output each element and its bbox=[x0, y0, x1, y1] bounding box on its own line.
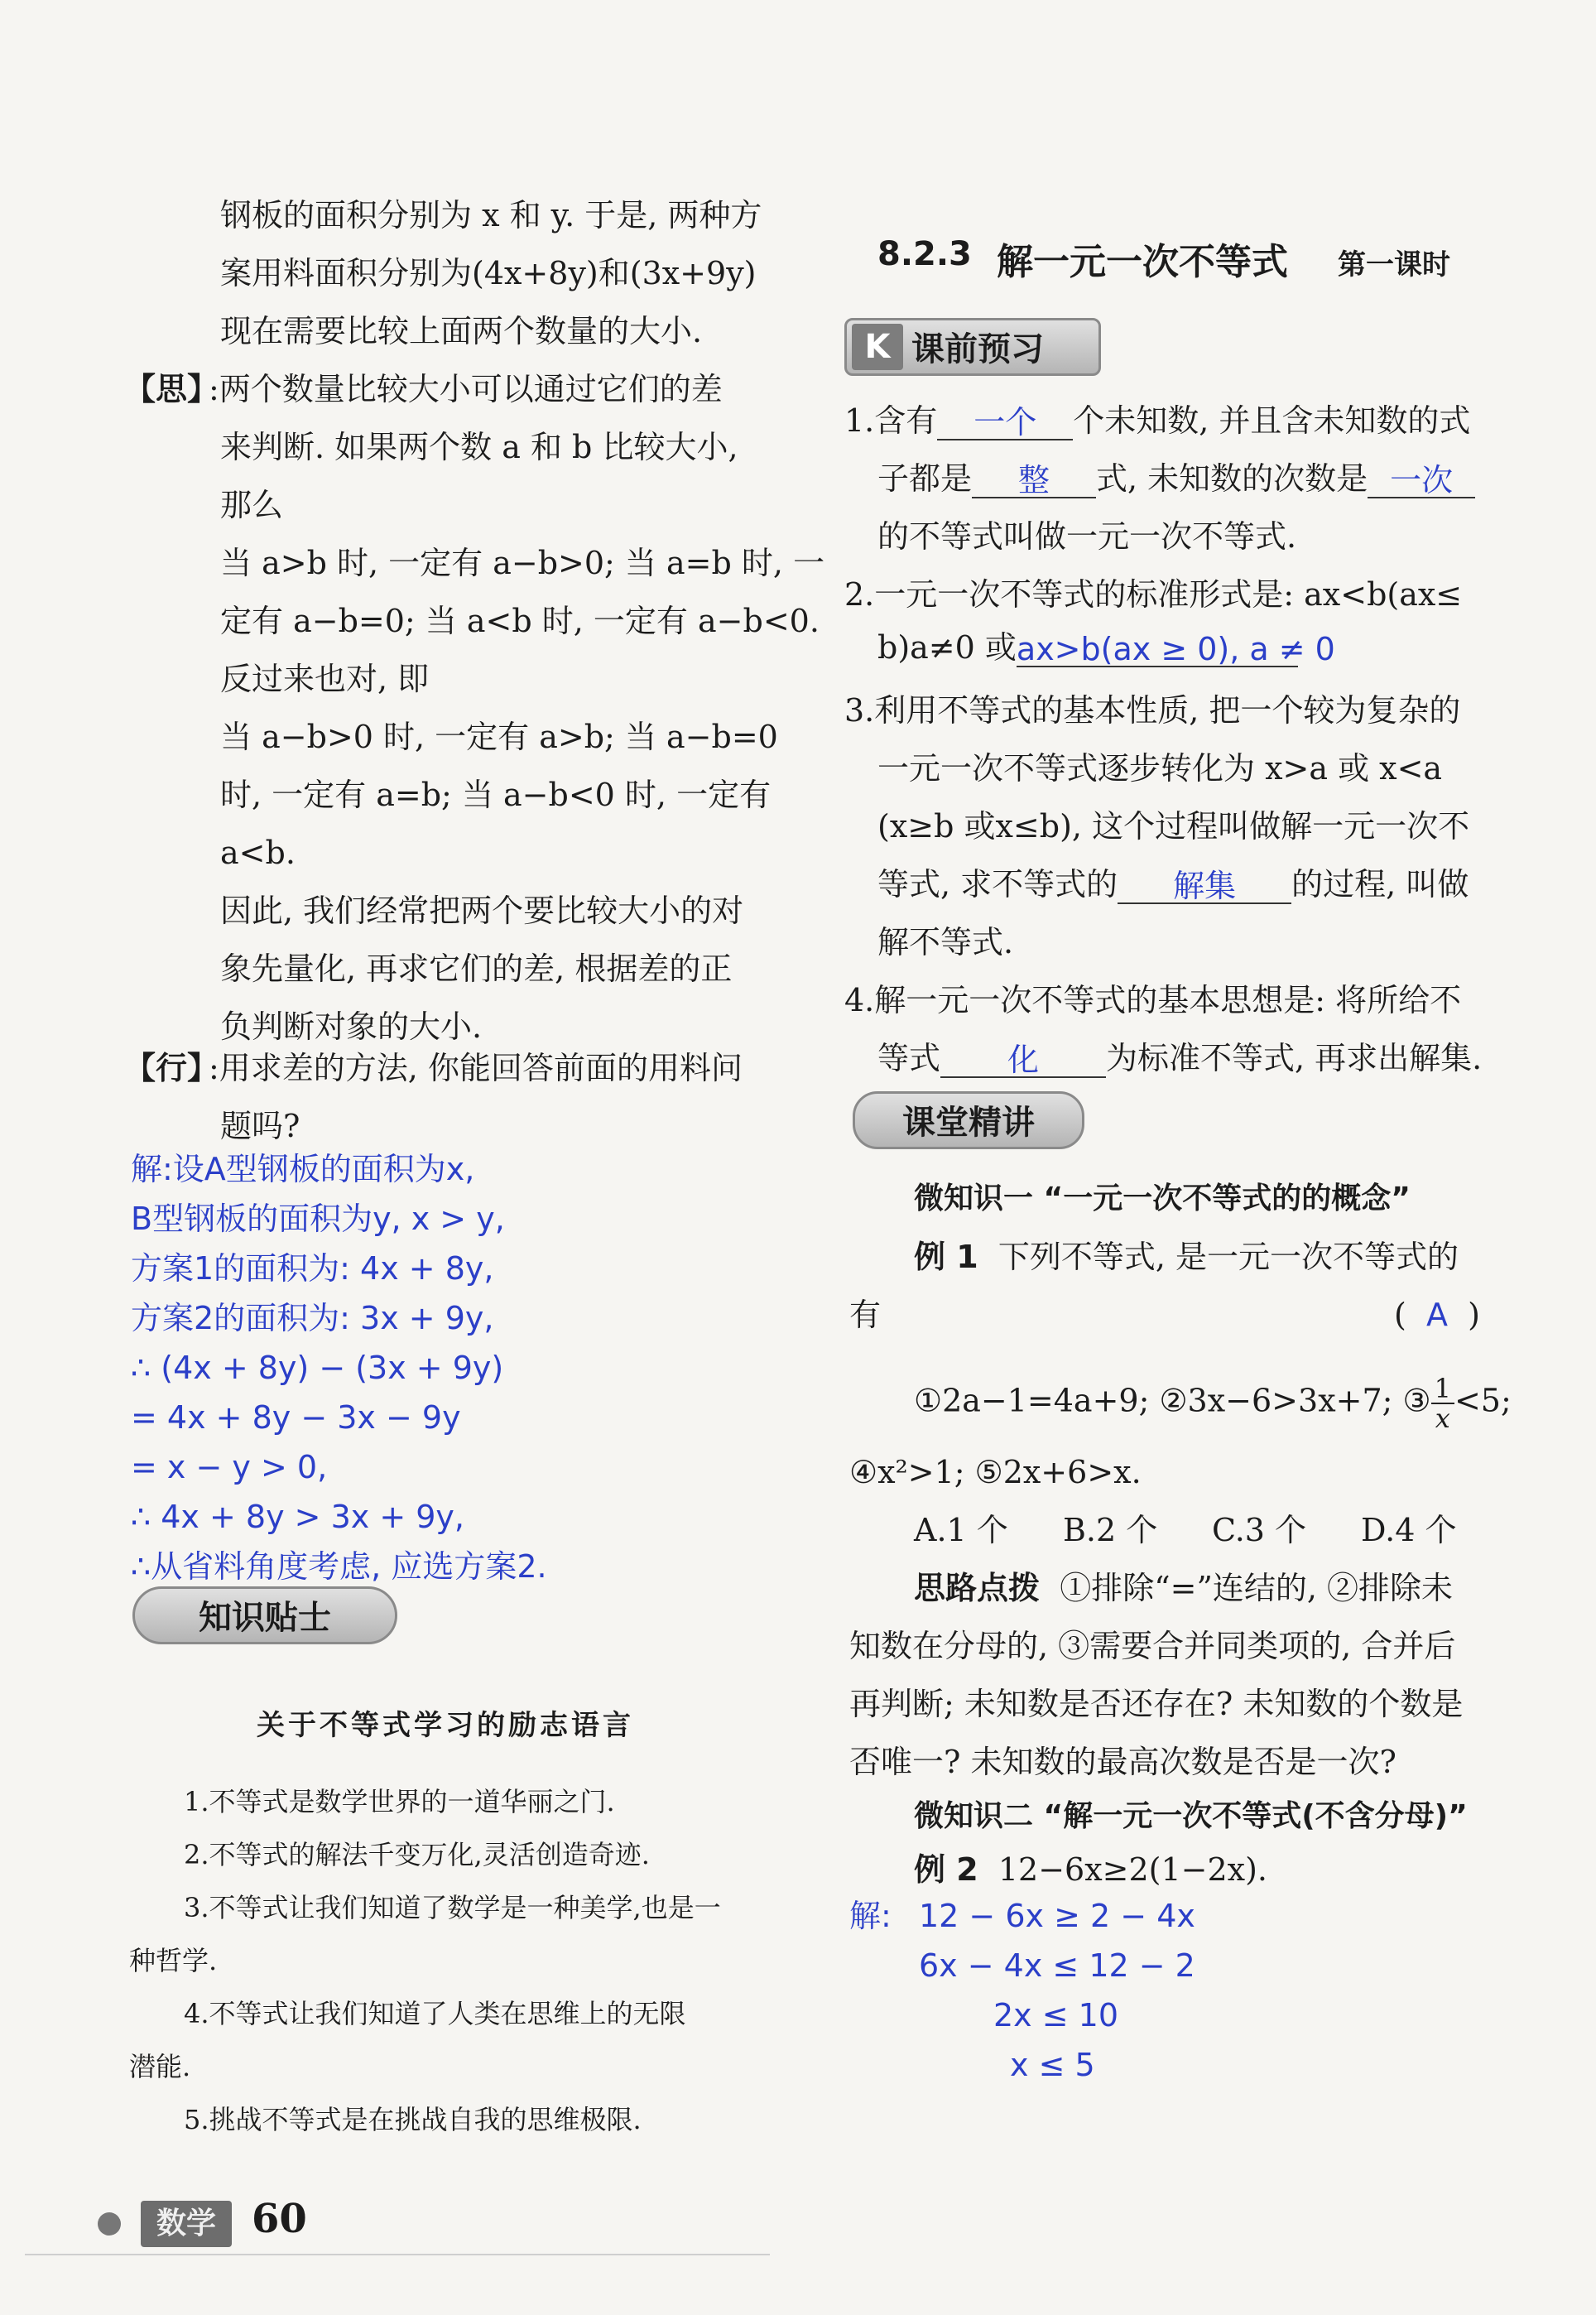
example-1-options-line-2: ④x²>1; ⑤2x+6>x. bbox=[849, 1454, 1142, 1490]
example-1-options-line-1 bbox=[914, 1374, 1512, 1432]
think-line-12: 负判断对象的大小. bbox=[220, 1008, 483, 1045]
solution-2-line-2: 6x − 4x ≤ 12 − 2 bbox=[919, 1947, 1195, 1984]
think-line-9: a<b. bbox=[220, 835, 296, 871]
q3-line-5: 解不等式. bbox=[877, 924, 1014, 960]
solution-2-line-1: 12 − 6x ≥ 2 − 4x bbox=[919, 1898, 1195, 1934]
q4-answer: 化 bbox=[1007, 1042, 1040, 1078]
q4-text-b: 等式 bbox=[877, 1040, 941, 1076]
think-line-4: 当 a>b 时, 一定有 a−b>0; 当 a=b 时, 一 bbox=[220, 545, 825, 581]
do-line-2: 题吗? bbox=[220, 1108, 300, 1144]
q3-line-1: 3.利用不等式的基本性质, 把一个较为复杂的 bbox=[844, 692, 1461, 729]
example-1-text: 下列不等式, 是一元一次不等式的 bbox=[997, 1239, 1459, 1275]
section-number: 8.2.3 bbox=[877, 235, 972, 273]
q3-text-b: 的过程, 叫做 bbox=[1291, 866, 1469, 902]
think-line-8: 时, 一定有 a=b; 当 a−b<0 时, 一定有 bbox=[220, 777, 772, 813]
solution-line-6: = 4x + 8y − 3x − 9y bbox=[131, 1399, 461, 1436]
tip-5: 5.挑战不等式是在挑战自我的思维极限. bbox=[184, 2104, 642, 2135]
solution-2-label: 解: bbox=[849, 1898, 892, 1934]
subject-badge: 数学 bbox=[141, 2201, 232, 2247]
q4-line-1: 4.解一元一次不等式的基本思想是: 将所给不 bbox=[844, 982, 1462, 1018]
q3-blank bbox=[1118, 866, 1291, 904]
hint-line-2: 知数在分母的, ③需要合并同类项的, 合并后 bbox=[849, 1628, 1456, 1664]
footer-divider bbox=[25, 2254, 770, 2255]
q3-line-2: 一元一次不等式逐步转化为 x>a 或 x<a bbox=[877, 750, 1443, 787]
intro-line-2: 案用料面积分别为(4x+8y)和(3x+9y) bbox=[220, 255, 757, 291]
example-1-answer-box: ( A ) bbox=[1394, 1297, 1480, 1333]
q1-text-d: 式, 未知数的次数是 bbox=[1096, 460, 1368, 497]
k-tag-icon: K bbox=[852, 324, 903, 370]
tip-1: 1.不等式是数学世界的一道华丽之门. bbox=[184, 1786, 615, 1817]
intro-line-3: 现在需要比较上面两个数量的大小. bbox=[220, 313, 703, 349]
q2-line-2 bbox=[877, 628, 1335, 667]
choice-c: C.3 个 bbox=[1212, 1512, 1307, 1548]
lecture-banner bbox=[853, 1091, 1084, 1149]
fraction-denominator: x bbox=[1435, 1403, 1450, 1434]
think-line-11: 象先量化, 再求它们的差, 根据差的正 bbox=[220, 951, 733, 987]
do-label: 【行】 bbox=[124, 1050, 219, 1086]
example-2-label: 例 2 bbox=[914, 1851, 978, 1888]
think-line-5: 定有 a−b=0; 当 a<b 时, 一定有 a−b<0. bbox=[220, 603, 820, 639]
preview-banner-label: 课前预习 bbox=[911, 330, 1044, 368]
section-subtitle: 第一课时 bbox=[1338, 248, 1450, 282]
tip-3-cont: 种哲学. bbox=[129, 1945, 218, 1976]
q1-text-a: 1.含有 bbox=[844, 402, 938, 439]
choice-d: D.4 个 bbox=[1361, 1512, 1457, 1548]
solution-line-9: ∴从省料角度考虑, 应选方案2. bbox=[131, 1548, 547, 1585]
footer-dot-icon bbox=[98, 2212, 121, 2236]
example-1-label: 例 1 bbox=[914, 1239, 978, 1275]
think-line-10: 因此, 我们经常把两个要比较大小的对 bbox=[220, 893, 744, 929]
q1-blank-3 bbox=[1368, 460, 1475, 498]
tip-3: 3.不等式让我们知道了数学是一种美学,也是一 bbox=[184, 1892, 721, 1923]
lecture-banner-label: 课堂精讲 bbox=[902, 1104, 1035, 1142]
solution-line-7: = x − y > 0, bbox=[131, 1449, 328, 1485]
q3-answer: 解集 bbox=[1173, 868, 1237, 904]
hint-line-1 bbox=[914, 1568, 1453, 1608]
q3-text-a: 等式, 求不等式的 bbox=[877, 866, 1118, 902]
solution-line-2: B型钢板的面积为y, x > y, bbox=[131, 1201, 505, 1237]
q1-answer-2: 整 bbox=[1018, 462, 1050, 498]
solution-line-5: ∴ (4x + 8y) − (3x + 9y) bbox=[131, 1350, 504, 1386]
q3-line-4 bbox=[877, 864, 1469, 904]
hint-line-4: 否唯一? 未知数的最高次数是否是一次? bbox=[849, 1744, 1396, 1780]
q2-line-1: 2.一元一次不等式的标准形式是: ax<b(ax≤ bbox=[844, 576, 1463, 613]
intro-line-1: 钢板的面积分别为 x 和 y. 于是, 两种方 bbox=[220, 197, 762, 233]
think-line-2: 来判断. 如果两个数 a 和 b 比较大小, bbox=[220, 429, 738, 465]
do-line-1: :用求差的方法, 你能回答前面的用料问 bbox=[209, 1050, 743, 1086]
think-line-3: 那么 bbox=[220, 487, 284, 523]
tips-title: 关于不等式学习的励志语言 bbox=[257, 1709, 634, 1742]
knowledge-1-title: 微知识一 “一元一次不等式的的概念” bbox=[914, 1182, 1411, 1215]
think-label: 【思】 bbox=[124, 371, 219, 407]
q1-answer-3: 一次 bbox=[1390, 462, 1454, 498]
solution-2-line-4: x ≤ 5 bbox=[1010, 2047, 1095, 2083]
example-1-items-a-tail: <5; bbox=[1454, 1382, 1512, 1419]
example-1-answer: A bbox=[1425, 1297, 1448, 1333]
example-1-line-1 bbox=[914, 1237, 1459, 1277]
q2-text-b: b)a≠0 或 bbox=[877, 629, 1017, 666]
solution-line-3: 方案1的面积为: 4x + 8y, bbox=[131, 1250, 494, 1287]
q4-blank bbox=[940, 1040, 1106, 1078]
hint-line-3: 再判断; 未知数是否还存在? 未知数的个数是 bbox=[849, 1686, 1464, 1722]
knowledge-2-title: 微知识二 “解一元一次不等式(不含分母)” bbox=[914, 1799, 1468, 1833]
solution-2-line-3: 2x ≤ 10 bbox=[993, 1997, 1119, 2033]
think-line-7: 当 a−b>0 时, 一定有 a>b; 当 a−b=0 bbox=[220, 719, 778, 755]
q1-line-3: 的不等式叫做一元一次不等式. bbox=[877, 518, 1297, 555]
q4-line-2 bbox=[877, 1038, 1482, 1078]
solution-line-4: 方案2的面积为: 3x + 9y, bbox=[131, 1300, 494, 1336]
tips-banner bbox=[132, 1586, 397, 1644]
example-1-line-2: 有 bbox=[849, 1297, 882, 1333]
example-2-text: 12−6x≥2(1−2x). bbox=[997, 1851, 1268, 1888]
hint-text-1: ①排除“=”连结的, ②排除未 bbox=[1060, 1570, 1454, 1606]
page-number: 60 bbox=[252, 2196, 307, 2242]
solution-line-8: ∴ 4x + 8y > 3x + 9y, bbox=[131, 1499, 464, 1535]
tip-4-cont: 潜能. bbox=[129, 2051, 191, 2082]
think-line-6: 反过来也对, 即 bbox=[220, 661, 430, 697]
q1-text-b: 个未知数, 并且含未知数的式 bbox=[1073, 402, 1471, 439]
choice-a: A.1 个 bbox=[914, 1512, 1008, 1548]
section-title: 解一元一次不等式 bbox=[997, 241, 1288, 283]
hint-label: 思路点拨 bbox=[914, 1570, 1041, 1606]
q4-text-c: 为标准不等式, 再求出解集. bbox=[1106, 1040, 1483, 1076]
preview-banner bbox=[844, 318, 1101, 376]
q1-blank-1 bbox=[937, 402, 1073, 440]
q2-answer: ax>b(ax ≥ 0), a ≠ 0 bbox=[1016, 631, 1335, 667]
q1-text-c: 子都是 bbox=[877, 460, 973, 497]
q1-line-2 bbox=[877, 459, 1475, 498]
solution-line-1: 解:设A型钢板的面积为x, bbox=[131, 1151, 475, 1187]
q3-line-3: (x≥b 或x≤b), 这个过程叫做解一元一次不 bbox=[877, 808, 1470, 845]
q2-blank bbox=[1016, 629, 1335, 667]
think-line-1: :两个数量比较大小可以通过它们的差 bbox=[209, 371, 723, 407]
tip-4: 4.不等式让我们知道了人类在思维上的无限 bbox=[184, 1998, 686, 2029]
tip-2: 2.不等式的解法千变万化,灵活创造奇迹. bbox=[184, 1839, 650, 1870]
choice-b: B.2 个 bbox=[1063, 1512, 1158, 1548]
tips-banner-label: 知识贴士 bbox=[199, 1599, 331, 1637]
example-2-line bbox=[914, 1850, 1267, 1889]
q1-blank-2 bbox=[972, 460, 1096, 498]
fraction-numerator: 1 bbox=[1431, 1374, 1454, 1404]
q1-answer-1: 一个 bbox=[973, 404, 1037, 440]
fraction bbox=[1431, 1374, 1454, 1432]
q1-line-1 bbox=[844, 401, 1470, 440]
example-1-items-a: ①2a−1=4a+9; ②3x−6>3x+7; ③ bbox=[914, 1382, 1431, 1419]
